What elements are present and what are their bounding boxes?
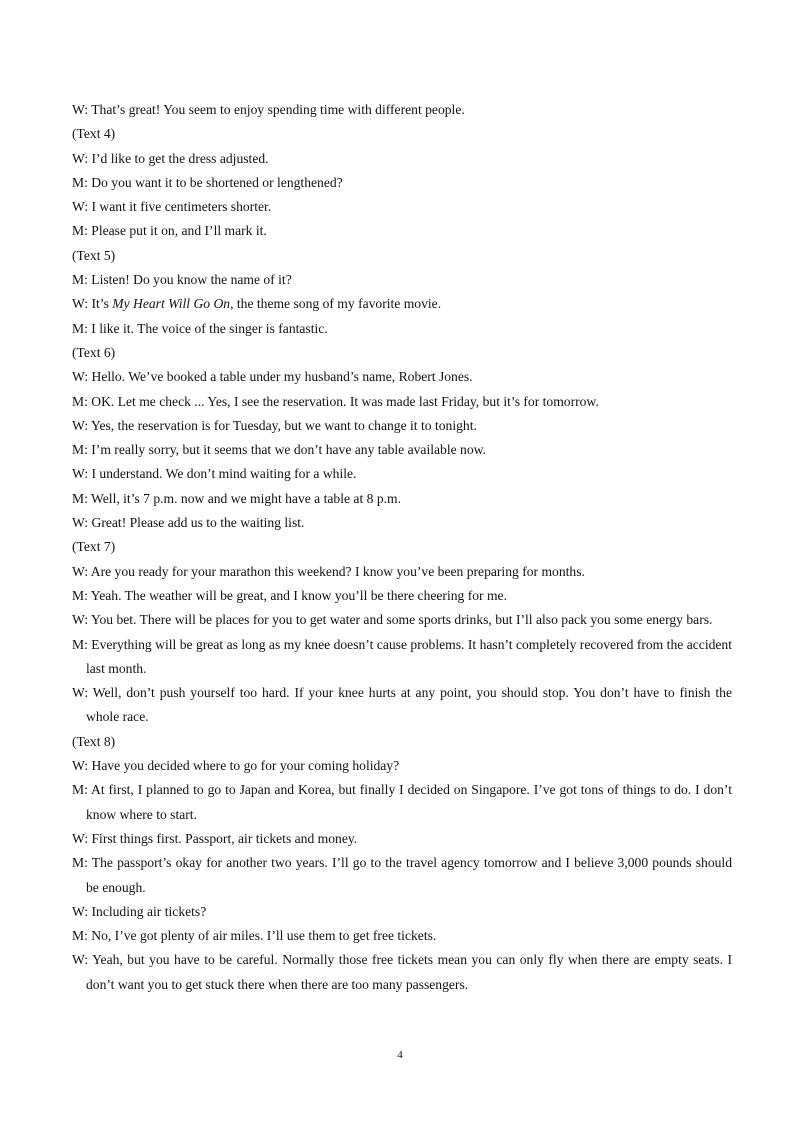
section-heading: (Text 7)	[72, 539, 116, 555]
dialogue-line: M: No, I’ve got plenty of air miles. I’ll use them to get free tickets.	[72, 928, 437, 944]
transcript-body	[72, 98, 732, 997]
dialogue-line: W: I’d like to get the dress adjusted.	[72, 150, 269, 166]
dialogue-line: M: Yeah. The weather will be great, and I know you’ll be there cheering for me.	[72, 587, 507, 603]
dialogue-line: M: Listen! Do you know the name of it?	[72, 272, 292, 288]
dialogue-line: M: Do you want it to be shortened or lengthened?	[72, 174, 343, 190]
dialogue-text: , the theme song of my favorite movie.	[230, 296, 442, 312]
dialogue-line: W: First things first. Passport, air tickets and money.	[72, 830, 358, 846]
dialogue-paragraph: W: You bet. There will be places for you to get water and some sports drinks, but I’ll also pack you some energy bars.	[72, 612, 713, 628]
dialogue-paragraph: M: Everything will be great as long as my knee doesn’t cause problems. It hasn’t completely recovered from the accident last month.	[72, 636, 732, 676]
dialogue-paragraph: W: Well, don’t push yourself too hard. If your knee hurts at any point, you should stop. You don’t have to finish the whole race.	[72, 685, 732, 725]
section-heading: (Text 5)	[72, 247, 116, 263]
dialogue-line: M: OK. Let me check ... Yes, I see the reservation. It was made last Friday, but it’s for tomorrow.	[72, 393, 599, 409]
dialogue-line: W: Great! Please add us to the waiting list.	[72, 515, 305, 531]
dialogue-line: W: Yes, the reservation is for Tuesday, but we want to change it to tonight.	[72, 417, 477, 433]
dialogue-line: W: Including air tickets?	[72, 903, 207, 919]
dialogue-text: W: It’s	[72, 296, 113, 312]
dialogue-line: W: I understand. We don’t mind waiting for a while.	[72, 466, 357, 482]
dialogue-line: W: I want it five centimeters shorter.	[72, 199, 272, 215]
dialogue-line: W: Are you ready for your marathon this weekend? I know you’ve been preparing for months.	[72, 563, 585, 579]
dialogue-paragraph: W: Yeah, but you have to be careful. Normally those free tickets mean you can only fly when there are empty seats. I don’t want you to get stuck there when there are too many passengers.	[72, 952, 732, 992]
dialogue-line	[72, 292, 732, 316]
dialogue-line: M: I like it. The voice of the singer is fantastic.	[72, 320, 328, 336]
dialogue-paragraph: M: The passport’s okay for another two years. I’ll go to the travel agency tomorrow and I believe 3,000 pounds should be enough.	[72, 855, 732, 895]
dialogue-paragraph: M: At first, I planned to go to Japan and Korea, but finally I decided on Singapore. I’ve got tons of things to do. I don’t know where to start.	[72, 782, 732, 822]
dialogue-line: W: That’s great! You seem to enjoy spending time with different people.	[72, 102, 465, 117]
dialogue-line: M: Please put it on, and I’ll mark it.	[72, 223, 267, 239]
dialogue-line: M: Well, it’s 7 p.m. now and we might have a table at 8 p.m.	[72, 490, 402, 506]
song-title: My Heart Will Go On	[112, 296, 231, 312]
dialogue-line: W: Have you decided where to go for your coming holiday?	[72, 758, 400, 774]
dialogue-line: M: I’m really sorry, but it seems that we don’t have any table available now.	[72, 442, 486, 458]
section-heading: (Text 4)	[72, 126, 116, 142]
page-number: 4	[397, 1049, 403, 1061]
section-heading: (Text 6)	[72, 344, 116, 360]
section-heading: (Text 8)	[72, 733, 116, 749]
dialogue-line: W: Hello. We’ve booked a table under my husband’s name, Robert Jones.	[72, 369, 473, 385]
